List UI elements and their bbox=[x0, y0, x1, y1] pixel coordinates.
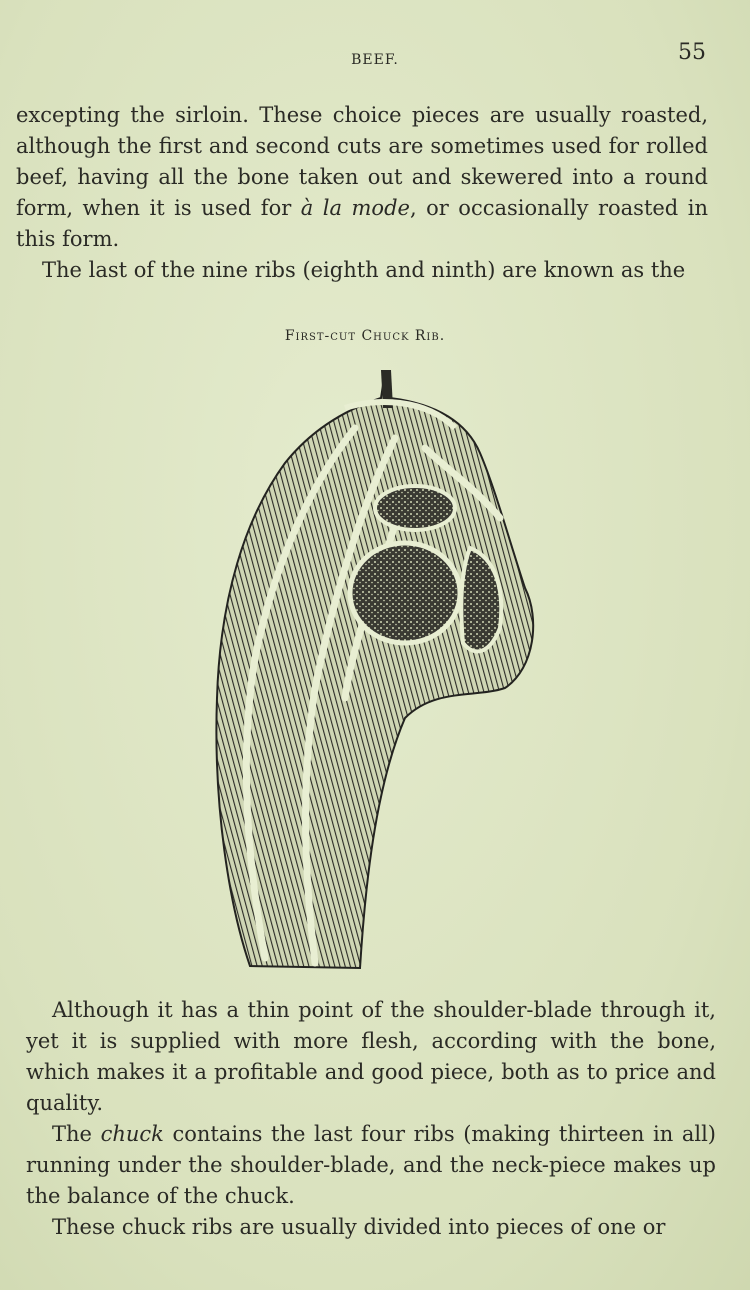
paragraph-1-italic: à la mode bbox=[300, 196, 410, 220]
paragraph-4-end: contains the last four ribs (making thirteen in all) running under the shoulder-blade, and the neck-piece makes up the balance of the chuck. bbox=[26, 1122, 716, 1208]
chuck-rib-engraving bbox=[205, 368, 545, 973]
page-number: 55 bbox=[678, 40, 706, 65]
paragraph-4-italic: chuck bbox=[100, 1122, 164, 1146]
paragraph-1 bbox=[16, 100, 708, 255]
body-text-top bbox=[16, 100, 708, 286]
paragraph-1-text: excepting the sirloin. These choice pieces are usually roasted, although the first and second cuts are sometimes used for rolled beef, having all the bone taken out and skewered into a round form, when it is used for bbox=[16, 103, 708, 220]
meat-outline bbox=[216, 372, 533, 968]
running-title: BEEF. bbox=[351, 52, 399, 68]
paragraph-4-start: The bbox=[52, 1122, 101, 1146]
paragraph-1-end: , or occasionally roasted in this form. bbox=[16, 196, 708, 251]
paragraph-2: The last of the nine ribs (eighth and ninth) are known as the bbox=[42, 258, 686, 282]
body-text-bottom bbox=[26, 995, 716, 1243]
figure-caption: First-cut Chuck Rib. bbox=[284, 328, 446, 344]
paragraph-4 bbox=[26, 1119, 716, 1212]
paragraph-3: Although it has a thin point of the shoulder-blade through it, yet it is supplied with more flesh, according with the bone, which makes it a profitable and good piece, both as to price and quality. bbox=[26, 998, 716, 1115]
paragraph-5: These chuck ribs are usually divided into pieces of one or bbox=[52, 1215, 666, 1239]
